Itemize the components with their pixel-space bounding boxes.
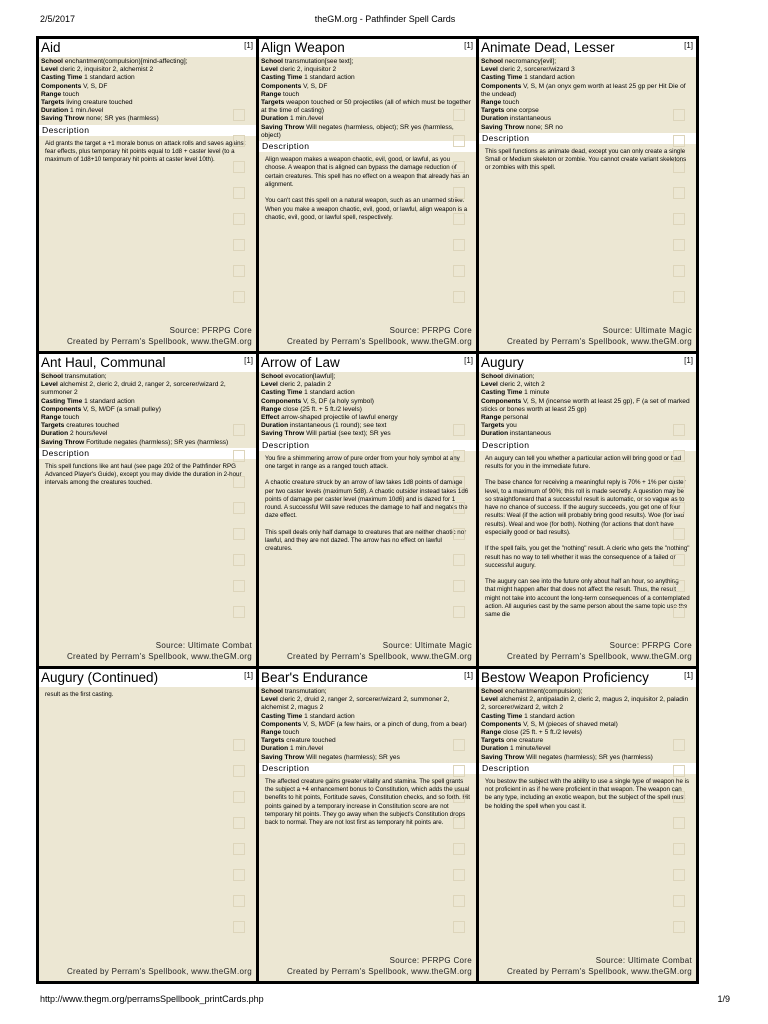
stat-value: transmutation[see text];	[284, 58, 354, 65]
stat-row	[41, 107, 254, 115]
stat-row	[481, 373, 694, 381]
description-paragraph: This spell functions as animate dead, except you can only create a single Small or Medium skeleton or zombie. You cannot create variant skeletons or zombies with this spell.	[485, 147, 687, 172]
stat-value: enchantment(compulsion);	[504, 688, 583, 695]
stat-value: Will partial (see text); SR yes	[306, 430, 391, 438]
stat-row	[481, 696, 694, 712]
stat-label: Targets	[481, 737, 505, 745]
card-header	[479, 669, 696, 687]
description-paragraph: Align weapon makes a weapon chaotic, evil, good, or lawful, as you choose. A weapon that is aligned can bypass the damage reduction of certain creatures. This spell has no effect on a weapon that already has an alignment.	[265, 156, 470, 188]
stat-value: V, S, M/DF (a small pulley)	[83, 405, 161, 413]
spell-description	[479, 451, 696, 620]
spell-description	[39, 136, 256, 165]
stat-label: Range	[481, 99, 502, 107]
spell-card	[39, 39, 256, 351]
card-credit: Created by Perram's Spellbook, www.theGM.org	[506, 337, 692, 346]
stat-label: Saving Throw	[481, 753, 525, 761]
stat-label: Saving Throw	[41, 115, 85, 123]
spell-stats	[259, 372, 476, 439]
card-credit: Created by Perram's Spellbook, www.theGM.org	[66, 967, 252, 976]
stat-label: Level	[481, 66, 498, 74]
description-paragraph: This spell deals only half damage to creatures that are neither chaotic nor lawful, and they are not dazed. The arrow has no effect on lawful creatures.	[265, 528, 467, 553]
stat-label: Casting Time	[261, 74, 303, 82]
stat-row	[261, 406, 474, 414]
stat-label: Range	[261, 405, 282, 413]
description-heading: Description	[259, 763, 476, 774]
stat-label: Range	[481, 414, 502, 422]
stat-row	[261, 414, 474, 422]
stat-label: Casting Time	[261, 389, 303, 397]
card-header	[259, 39, 476, 57]
spell-name: Aid	[41, 40, 61, 55]
spell-description	[479, 144, 696, 173]
spell-description	[479, 774, 696, 811]
stat-value: one creature	[506, 737, 544, 745]
stat-row	[481, 66, 694, 74]
stat-row	[481, 430, 694, 438]
card-count: [1]	[684, 671, 693, 680]
spell-name: Animate Dead, Lesser	[481, 40, 615, 55]
stat-label: Targets	[41, 422, 65, 430]
spell-source: Source: Ultimate Magic	[382, 641, 472, 650]
card-credit: Created by Perram's Spellbook, www.theGM.org	[286, 337, 472, 346]
stat-value: 1 min./level	[289, 745, 324, 753]
card-header	[479, 39, 696, 57]
stat-label: Level	[261, 381, 278, 389]
stat-row	[481, 422, 694, 430]
spell-source: Source: PFRPG Core	[389, 326, 472, 335]
stat-label: Range	[41, 414, 62, 422]
description-heading: Description	[479, 133, 696, 144]
stat-value: V, S, DF	[303, 82, 328, 90]
stat-label: Casting Time	[481, 74, 523, 82]
stat-label: School	[261, 58, 283, 65]
stat-row	[261, 381, 474, 389]
page-url: http://www.thegm.org/perramsSpellbook_printCards.php	[40, 994, 264, 1004]
card-credit: Created by Perram's Spellbook, www.theGM.org	[506, 967, 692, 976]
stat-label: School	[261, 373, 283, 380]
card-credit: Created by Perram's Spellbook, www.theGM.org	[66, 337, 252, 346]
spell-name: Bestow Weapon Proficiency	[481, 670, 649, 685]
stat-label: Range	[261, 90, 282, 98]
stat-label: School	[481, 373, 503, 380]
description-paragraph: An augury can tell you whether a particular action will bring good or bad results for you in the immediate future.	[485, 454, 682, 470]
stat-value: 2 hours/level	[69, 430, 108, 438]
stat-value: 1 standard action	[524, 712, 575, 720]
stat-label: Components	[481, 397, 522, 405]
spell-card	[39, 669, 256, 981]
stat-value: personal	[503, 414, 529, 422]
card-count: [1]	[464, 671, 473, 680]
stat-label: Saving Throw	[481, 123, 525, 131]
print-date: 2/5/2017	[40, 14, 76, 24]
stat-label: Components	[41, 405, 82, 413]
stat-label: School	[481, 58, 503, 65]
stat-value: enchantment(compulsion)[mind-affecting];	[64, 58, 188, 65]
spell-stats	[479, 57, 696, 132]
stat-row	[41, 66, 254, 74]
stat-row	[261, 91, 474, 99]
stat-row	[41, 398, 254, 406]
stat-value: transmutation;	[64, 373, 107, 380]
stat-label: Duration	[481, 115, 509, 123]
card-count: [1]	[464, 356, 473, 365]
stat-row	[261, 66, 474, 74]
page-footer	[40, 994, 730, 1008]
card-count: [1]	[464, 41, 473, 50]
stat-row	[261, 83, 474, 91]
stat-value: none; SR yes (harmless)	[86, 115, 159, 123]
spell-stats	[259, 57, 476, 140]
card-header	[39, 354, 256, 372]
description-paragraph: You can't cast this spell on a natural weapon, such as an unarmed strike. When you make a weapon chaotic, evil, good, or lawful, align weapon is a chaotic, evil, good, or lawful spell, respectively.	[265, 197, 468, 221]
stat-label: Components	[481, 720, 522, 728]
stat-label: Casting Time	[41, 397, 83, 405]
stat-value: Will negates (harmless, object); SR yes (harmless, object)	[261, 123, 454, 139]
stat-label: Casting Time	[261, 712, 303, 720]
spell-card	[479, 354, 696, 666]
spell-source: Source: Ultimate Combat	[595, 956, 692, 965]
description-paragraph: You bestow the subject with the ability to use a single type of weapon he is not proficient in as if he were proficient in that weapon. The weapon can be any type, including an exotic weapon, but the subject of the spell must be holding the spell when you cast it.	[485, 777, 690, 810]
stat-value: alchemist 2, cleric 2, druid 2, ranger 2, sorcerer/wizard 2, summoner 2	[41, 381, 226, 397]
card-count: [1]	[244, 356, 253, 365]
stat-value: arrow-shaped projectile of lawful energy	[281, 414, 398, 422]
stat-value: Will negates (harmless); SR yes (harmless)	[526, 753, 653, 761]
stat-label: Duration	[41, 107, 69, 115]
card-count: [1]	[244, 41, 253, 50]
stat-value: instantaneous (1 round); see text	[289, 422, 387, 430]
spell-card	[39, 354, 256, 666]
stat-value: cleric 2, inquisitor 2	[279, 66, 337, 74]
stat-value: cleric 2, inquisitor 2, alchemist 2	[59, 66, 154, 74]
stat-value: you	[506, 422, 517, 430]
stat-label: Level	[41, 66, 58, 74]
card-header	[39, 39, 256, 57]
stat-row	[41, 422, 254, 430]
stat-value: living creature touched	[66, 99, 133, 107]
stat-row	[481, 745, 694, 753]
stat-label: Level	[481, 381, 498, 389]
stat-value: necromancy[evil];	[504, 58, 557, 65]
stat-row	[481, 381, 694, 389]
stat-value: 1 minute	[524, 389, 550, 397]
stat-value: divination;	[504, 373, 535, 380]
description-heading: Description	[39, 125, 256, 136]
spell-description	[259, 774, 476, 828]
stat-label: Components	[261, 397, 302, 405]
stat-value: transmutation;	[284, 688, 327, 695]
description-paragraph: This spell functions like ant haul (see page 202 of the Pathfinder RPG Advanced Player's Guide), except you may divide the duration in 2-hour intervals among the creatures touched.	[45, 462, 242, 487]
description-paragraph: The base chance for receiving a meaningful reply is 70% + 1% per caster level, to a maximum of 90%; this roll is made secretly. A question may be so straightforward that a successful result is automatic, or so vague as to have no chance of success. If the augury succeeds, you get one of four results: Weal (if the action will probably bring good results). Woe (for bad results). Weal and woe (for both). Nothing (for actions that don't have especially good or bad results).	[485, 479, 686, 536]
stat-row	[41, 74, 254, 82]
spell-source: Source: PFRPG Core	[609, 641, 692, 650]
spell-name: Arrow of Law	[261, 355, 340, 370]
stat-row	[261, 713, 474, 721]
stat-label: Duration	[261, 115, 289, 123]
stat-value: 1 standard action	[304, 74, 355, 82]
stat-label: Targets	[481, 107, 505, 115]
stat-label: Components	[261, 82, 302, 90]
description-heading: Description	[479, 763, 696, 774]
stat-value: creatures touched	[66, 422, 119, 430]
stat-value: 1 minute/level	[509, 745, 551, 753]
stat-label: Saving Throw	[261, 430, 305, 438]
stat-value: close (25 ft. + 5 ft./2 levels)	[503, 729, 582, 737]
stat-row	[41, 381, 254, 397]
stat-label: Range	[261, 729, 282, 737]
description-paragraph: If the spell fails, you get the "nothing" result. A cleric who gets the "nothing" result has no way to tell whether it was the consequence of a failed or successful augury.	[485, 545, 690, 569]
stat-label: Targets	[261, 99, 285, 107]
stat-label: School	[41, 373, 63, 380]
stat-label: Saving Throw	[261, 123, 305, 131]
stat-value: V, S, M/DF (a few hairs, or a pinch of dung, from a bear)	[303, 720, 467, 728]
stat-value: cleric 2, witch 2	[499, 381, 545, 389]
stat-row	[481, 107, 694, 115]
spell-card-grid	[36, 36, 699, 984]
stat-label: Duration	[41, 430, 69, 438]
description-paragraph: The affected creature gains greater vitality and stamina. The spell grants the subject a +4 enhancement bonus to Constitution, which adds the usual benefits to hit points, Fortitude saves, Constitution checks, and so forth. Hit points gained by a temporary increase in Constitution score are not temporary hit points. They go away when the subject's Constitution drops back to normal. They are not lost first as temporary hit points are.	[265, 777, 470, 827]
stat-value: 1 standard action	[84, 397, 135, 405]
stat-row	[261, 696, 474, 712]
stat-value: V, S, DF	[83, 82, 108, 90]
description-paragraph: You fire a shimmering arrow of pure order from your holy symbol at any one target in range as a ranged touch attack.	[265, 454, 460, 470]
stat-row	[481, 398, 694, 414]
stat-row	[261, 389, 474, 397]
stat-label: Saving Throw	[261, 753, 305, 761]
stat-row	[481, 414, 694, 422]
stat-row	[481, 74, 694, 82]
stat-row	[41, 91, 254, 99]
spell-stats	[259, 687, 476, 762]
stat-row	[261, 430, 474, 438]
stat-row	[261, 74, 474, 82]
stat-row	[261, 422, 474, 430]
stat-label: Saving Throw	[41, 438, 85, 446]
spell-description	[39, 687, 256, 699]
stat-label: Components	[41, 82, 82, 90]
stat-row	[481, 389, 694, 397]
stat-value: 1 min./level	[69, 107, 104, 115]
page-title: theGM.org - Pathfinder Spell Cards	[314, 14, 456, 24]
stat-value: weapon touched or 50 projectiles (all of which must be together at the time of casting)	[261, 99, 471, 115]
card-header	[259, 354, 476, 372]
card-credit: Created by Perram's Spellbook, www.theGM.org	[286, 652, 472, 661]
stat-value: evocation[lawful];	[284, 373, 336, 380]
stat-row	[41, 430, 254, 438]
stat-row	[261, 373, 474, 381]
stat-row	[261, 99, 474, 115]
spell-description	[259, 451, 476, 554]
spell-description	[39, 459, 256, 488]
card-credit: Created by Perram's Spellbook, www.theGM.org	[66, 652, 252, 661]
stat-row	[481, 115, 694, 123]
stat-value: touch	[283, 90, 300, 98]
stat-row	[261, 115, 474, 123]
stat-row	[261, 754, 474, 762]
stat-row	[481, 737, 694, 745]
stat-row	[261, 688, 474, 696]
stat-label: Duration	[261, 745, 289, 753]
spell-card	[259, 354, 476, 666]
description-paragraph: A chaotic creature struck by an arrow of law takes 1d8 points of damage per two caster levels (maximum 5d8). A chaotic outsider instead takes 1d6 points of damage per caster level (maximum 10d6) and is dazed for 1 round. A successful Will save reduces the damage to half and negates the daze effect.	[265, 479, 469, 520]
stat-value: close (25 ft. + 5 ft./2 levels)	[283, 405, 362, 413]
stat-value: V, S, DF (a holy symbol)	[303, 397, 374, 405]
stat-value: creature touched	[286, 737, 336, 745]
stat-label: Casting Time	[41, 74, 83, 82]
stat-row	[261, 398, 474, 406]
stat-label: Range	[41, 90, 62, 98]
card-header	[479, 354, 696, 372]
stat-row	[261, 729, 474, 737]
rune-watermark	[230, 739, 248, 979]
stat-label: Duration	[481, 745, 509, 753]
stat-label: Range	[481, 729, 502, 737]
stat-label: School	[41, 58, 63, 65]
spell-name: Align Weapon	[261, 40, 345, 55]
stat-value: V, S, M (pieces of shaved metal)	[523, 720, 618, 728]
card-count: [1]	[684, 41, 693, 50]
stat-value: one corpse	[506, 107, 539, 115]
stat-value: 1 standard action	[304, 389, 355, 397]
stat-value: V, S, M (an onyx gem worth at least 25 gp per Hit Die of the undead)	[481, 82, 686, 98]
description-paragraph: Aid grants the target a +1 morale bonus on attack rolls and saves against fear effects, plus temporary hit points equal to 1d8 + caster level (to a maximum of 1d8+10 temporary hit points at caster level 10th).	[45, 139, 246, 164]
stat-value: alchemist 2, antipaladin 2, cleric 2, magus 2, inquisitor 2, paladin 2, sorcerer/wizard 2, witch 2	[481, 696, 689, 712]
stat-label: Casting Time	[481, 712, 523, 720]
spell-stats	[39, 372, 256, 447]
stat-label: Targets	[481, 422, 505, 430]
spell-stats	[479, 687, 696, 762]
stat-label: Level	[481, 696, 498, 704]
stat-row	[261, 737, 474, 745]
card-credit: Created by Perram's Spellbook, www.theGM.org	[286, 967, 472, 976]
spell-description	[259, 152, 476, 222]
stat-value: touch	[63, 414, 80, 422]
stat-row	[481, 729, 694, 737]
stat-value: touch	[63, 90, 80, 98]
description-heading: Description	[479, 440, 696, 451]
stat-row	[41, 99, 254, 107]
stat-value: instantaneous	[509, 115, 552, 123]
stat-value: touch	[503, 99, 520, 107]
stat-row	[261, 745, 474, 753]
stat-row	[41, 414, 254, 422]
stat-row	[261, 124, 474, 140]
stat-value: V, S, M (incense worth at least 25 gp), F (a set of marked sticks or bones worth at least 25 gp)	[481, 397, 690, 413]
stat-row	[41, 83, 254, 91]
spell-card	[259, 669, 476, 981]
stat-label: School	[481, 688, 503, 695]
card-header	[39, 669, 256, 687]
stat-row	[481, 754, 694, 762]
stat-value: 1 standard action	[84, 74, 135, 82]
card-count: [1]	[244, 671, 253, 680]
stat-row	[261, 721, 474, 729]
description-paragraph: result as the first casting.	[45, 691, 114, 698]
stat-label: Level	[261, 696, 278, 704]
stat-label: Duration	[481, 430, 509, 438]
stat-label: Duration	[261, 422, 289, 430]
spell-name: Ant Haul, Communal	[41, 355, 166, 370]
description-heading: Description	[39, 448, 256, 459]
stat-value: cleric 2, sorcerer/wizard 3	[499, 66, 575, 74]
spell-card	[259, 39, 476, 351]
stat-value: touch	[283, 729, 300, 737]
stat-row	[41, 439, 254, 447]
card-header	[259, 669, 476, 687]
spell-card	[479, 669, 696, 981]
page-number: 1/9	[717, 994, 730, 1004]
description-heading: Description	[259, 141, 476, 152]
spell-source: Source: Ultimate Magic	[602, 326, 692, 335]
spell-stats	[39, 57, 256, 124]
stat-label: Level	[41, 381, 58, 389]
card-credit: Created by Perram's Spellbook, www.theGM.org	[506, 652, 692, 661]
stat-row	[481, 713, 694, 721]
stat-row	[41, 373, 254, 381]
stat-value: cleric 2, paladin 2	[279, 381, 332, 389]
spell-name: Augury (Continued)	[41, 670, 159, 685]
spell-source: Source: PFRPG Core	[169, 326, 252, 335]
stat-label: School	[261, 688, 283, 695]
stat-label: Targets	[261, 737, 285, 745]
stat-label: Components	[481, 82, 522, 90]
description-paragraph: The augury can see into the future only about half an hour, so anything that might happen after that does not affect the result. Thus, the result might not take into account the long-term consequences of a contemplated action. All auguries cast by the same person about the same topic use the same die	[485, 578, 690, 619]
spell-card	[479, 39, 696, 351]
stat-value: 1 min./level	[289, 115, 324, 123]
spell-name: Augury	[481, 355, 524, 370]
stat-value: instantaneous	[509, 430, 552, 438]
stat-value: Fortitude negates (harmless); SR yes (harmless)	[86, 438, 229, 446]
stat-label: Targets	[41, 99, 65, 107]
stat-row	[481, 58, 694, 66]
card-count: [1]	[684, 356, 693, 365]
spell-source: Source: Ultimate Combat	[155, 641, 252, 650]
stat-row	[41, 406, 254, 414]
page-header	[40, 14, 730, 28]
stat-row	[481, 688, 694, 696]
stat-value: 1 standard action	[304, 712, 355, 720]
spell-name: Bear's Endurance	[261, 670, 368, 685]
stat-row	[41, 115, 254, 123]
description-heading: Description	[259, 440, 476, 451]
stat-row	[261, 58, 474, 66]
stat-value: Will negates (harmless); SR yes	[306, 753, 400, 761]
stat-label: Effect	[261, 414, 280, 422]
stat-row	[481, 99, 694, 107]
stat-row	[481, 124, 694, 132]
stat-value: none; SR no	[526, 123, 563, 131]
stat-value: 1 standard action	[524, 74, 575, 82]
stat-label: Level	[261, 66, 278, 74]
stat-row	[481, 83, 694, 99]
stat-label: Casting Time	[481, 389, 523, 397]
stat-value: cleric 2, druid 2, ranger 2, sorcerer/wizard 2, summoner 2, alchemist 2, magus 2	[261, 696, 450, 712]
stat-row	[41, 58, 254, 66]
stat-label: Components	[261, 720, 302, 728]
spell-source: Source: PFRPG Core	[389, 956, 472, 965]
spell-stats	[479, 372, 696, 439]
stat-row	[481, 721, 694, 729]
